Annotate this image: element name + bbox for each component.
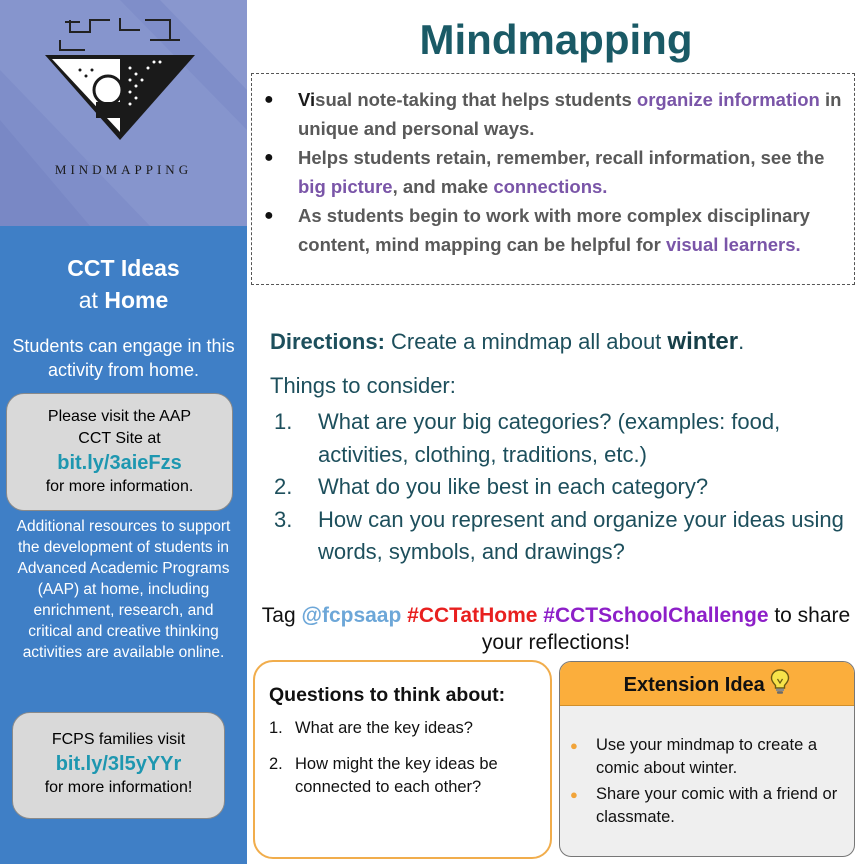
fcps-box-line1: FCPS families visit [51, 731, 186, 748]
directions-topic: winter [667, 328, 739, 355]
fcps-info-box [12, 712, 225, 819]
resources-text: Additional resources to support the development of students in Advanced Academic Programs (AAP) at home, including enrichment, research, and critical and creative thinking activities are available online. [16, 518, 231, 661]
hashtag-cctschoolchallenge[interactable]: #CCTSchoolChallenge [543, 604, 769, 627]
aap-box-line1: Please visit the AAP [47, 408, 192, 425]
page-title: Mindmapping [419, 16, 693, 63]
sidebar-intro: Students can engage in this activity from home. [12, 336, 235, 380]
handle-link[interactable]: @fcpsaap [301, 604, 402, 627]
description-box [251, 73, 855, 285]
list-item: 1. What are the key ideas? [269, 719, 473, 737]
lightbulb-icon [770, 669, 790, 695]
list-item: 1. What are your big categories? (examples: food, activities, clothing, traditions, etc.) [274, 409, 781, 467]
logo-caption: MINDMAPPING [54, 162, 193, 177]
cct-title-at: at [78, 287, 98, 313]
list-item: ● Use your mindmap to create a comic about winter. [570, 736, 818, 777]
fcps-box-line2: for more information! [44, 779, 193, 796]
aap-box-line3: for more information. [45, 478, 194, 495]
aap-box-line2: CCT Site at [78, 430, 161, 447]
aap-info-box [6, 393, 233, 511]
bullet-icon: ● [570, 738, 578, 753]
consider-list [270, 406, 850, 569]
extension-box [559, 661, 855, 857]
tag-line: Tag @fcpsaap #CCTatHome #CCTSchoolChallenge to share your reflections! [261, 604, 851, 654]
bullet-icon: ● [570, 787, 578, 802]
extension-header [560, 662, 854, 706]
questions-title: Questions to think about: [269, 684, 506, 706]
cct-title-line1: CCT Ideas [67, 255, 180, 281]
list-item: 3. How can you represent and organize your ideas using words, symbols, and drawings? [274, 506, 844, 564]
description-bullet: ● As students begin to work with more complex disciplinary content, mind mapping can be helpful for visual learners. [262, 201, 844, 259]
hashtag-cctathome[interactable]: #CCTatHome [407, 604, 538, 627]
bullet-icon: ● [264, 207, 274, 224]
list-item: 2. What do you like best in each category? [274, 474, 709, 499]
list-item: 2. How might the key ideas be connected to each other? [269, 755, 498, 796]
mindmapping-logo-icon [40, 10, 200, 160]
logo-panel [0, 0, 247, 226]
aap-site-link[interactable]: bit.ly/3aieFzs [57, 452, 182, 474]
sidebar [0, 0, 247, 864]
description-bullet: ● Helps students retain, remember, recall information, see the big picture, and make connections. [262, 143, 844, 201]
extension-title: Extension Idea [623, 674, 765, 696]
bullet-icon: ● [264, 149, 274, 166]
directions: Directions: Create a mindmap all about winter. [270, 328, 745, 355]
bullet-icon: ● [264, 91, 274, 108]
fcps-link[interactable]: bit.ly/3l5yYYr [55, 753, 182, 775]
cct-title-home: Home [104, 287, 169, 313]
description-bullet: ● Visual note-taking that helps students organize information in unique and personal ways. [262, 85, 844, 143]
list-item: ● Share your comic with a friend or classmate. [570, 785, 838, 826]
cct-ideas-title [0, 252, 247, 316]
directions-label: Directions: [270, 329, 385, 354]
things-to-consider-heading: Things to consider: [270, 373, 456, 398]
questions-box [253, 660, 552, 859]
